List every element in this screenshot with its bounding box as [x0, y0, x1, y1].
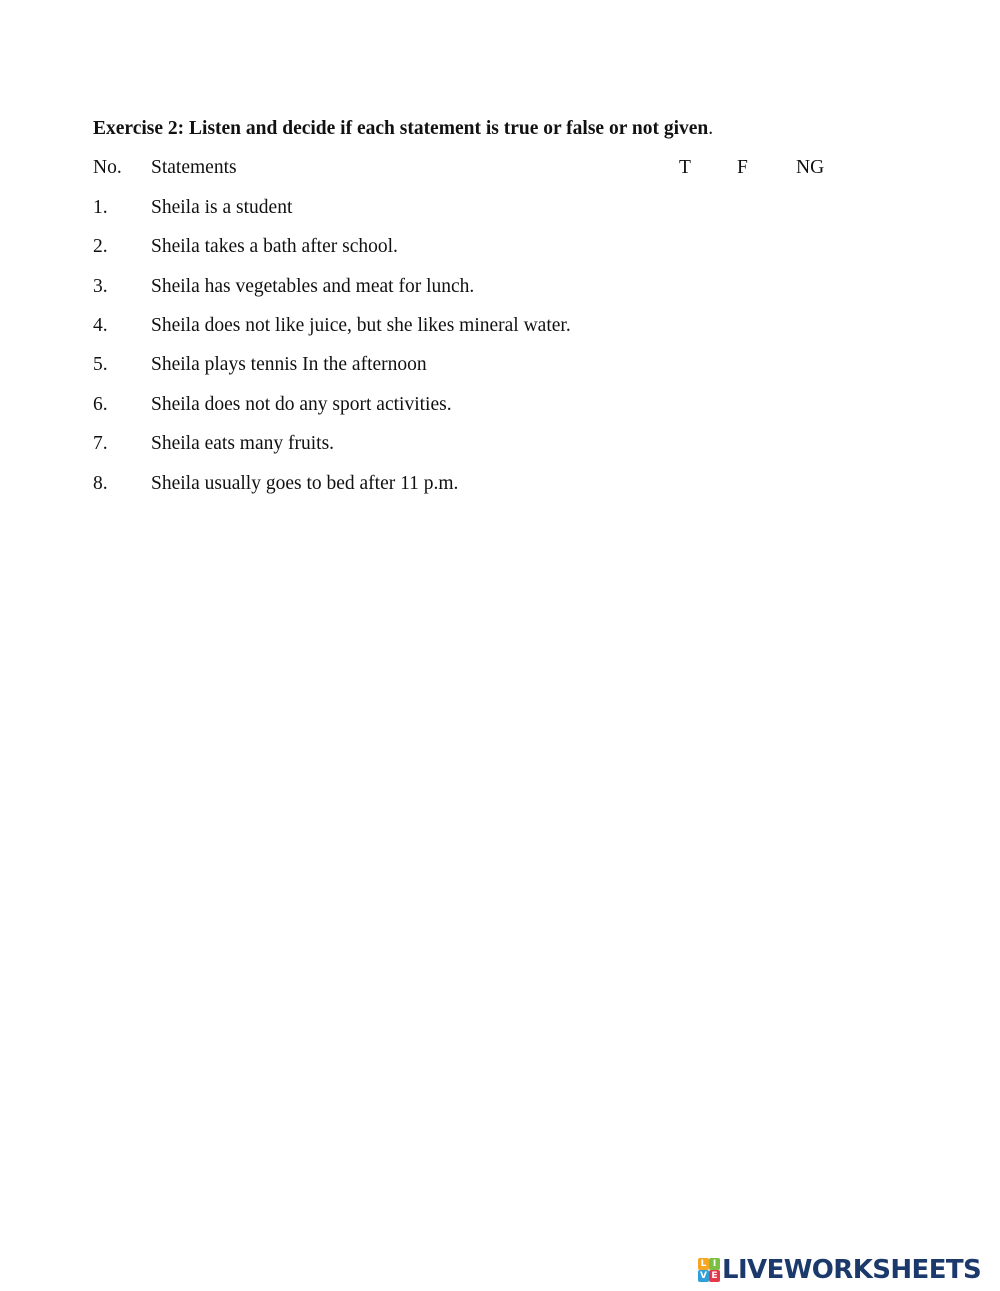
logo-block: L: [698, 1258, 709, 1270]
row-number: 3.: [93, 276, 108, 297]
logo-block: V: [698, 1270, 709, 1282]
row-number: 1.: [93, 197, 108, 218]
row-number: 7.: [93, 433, 108, 454]
header-statements: Statements: [151, 157, 237, 178]
row-statement: Sheila plays tennis In the afternoon: [151, 354, 427, 375]
table-row: [0, 314, 1000, 338]
row-statement: Sheila has vegetables and meat for lunch.: [151, 276, 475, 297]
table-row: [0, 275, 1000, 299]
table-row: [0, 393, 1000, 417]
row-statement: Sheila takes a bath after school.: [151, 236, 398, 257]
table-row: [0, 472, 1000, 496]
exercise-title-period: .: [708, 118, 714, 139]
header-false: F: [737, 157, 748, 178]
row-statement: Sheila is a student: [151, 197, 293, 218]
exercise-title-text: Exercise 2: Listen and decide if each statement is true or false or not given: [93, 118, 709, 139]
row-number: 5.: [93, 354, 108, 375]
table-row: [0, 235, 1000, 259]
header-not-given: NG: [796, 157, 825, 178]
header-true: T: [679, 157, 691, 178]
logo-block: E: [709, 1270, 720, 1282]
table-header: [0, 156, 1000, 180]
row-statement: Sheila eats many fruits.: [151, 433, 335, 454]
live-blocks-icon: [698, 1258, 720, 1282]
row-number: 6.: [93, 394, 108, 415]
row-number: 8.: [93, 473, 108, 494]
table-row: [0, 353, 1000, 377]
row-statement: Sheila usually goes to bed after 11 p.m.: [151, 473, 459, 494]
row-number: 2.: [93, 236, 108, 257]
liveworksheets-logo[interactable]: [698, 1256, 981, 1284]
row-statement: Sheila does not do any sport activities.: [151, 394, 452, 415]
header-no: No.: [93, 157, 122, 178]
logo-block: I: [709, 1258, 720, 1270]
logo-wordmark: LIVEWORKSHEETS: [722, 1255, 982, 1285]
exercise-title: [93, 117, 713, 141]
row-number: 4.: [93, 315, 108, 336]
table-row: [0, 432, 1000, 456]
row-statement: Sheila does not like juice, but she likes mineral water.: [151, 315, 571, 336]
table-row: [0, 196, 1000, 220]
